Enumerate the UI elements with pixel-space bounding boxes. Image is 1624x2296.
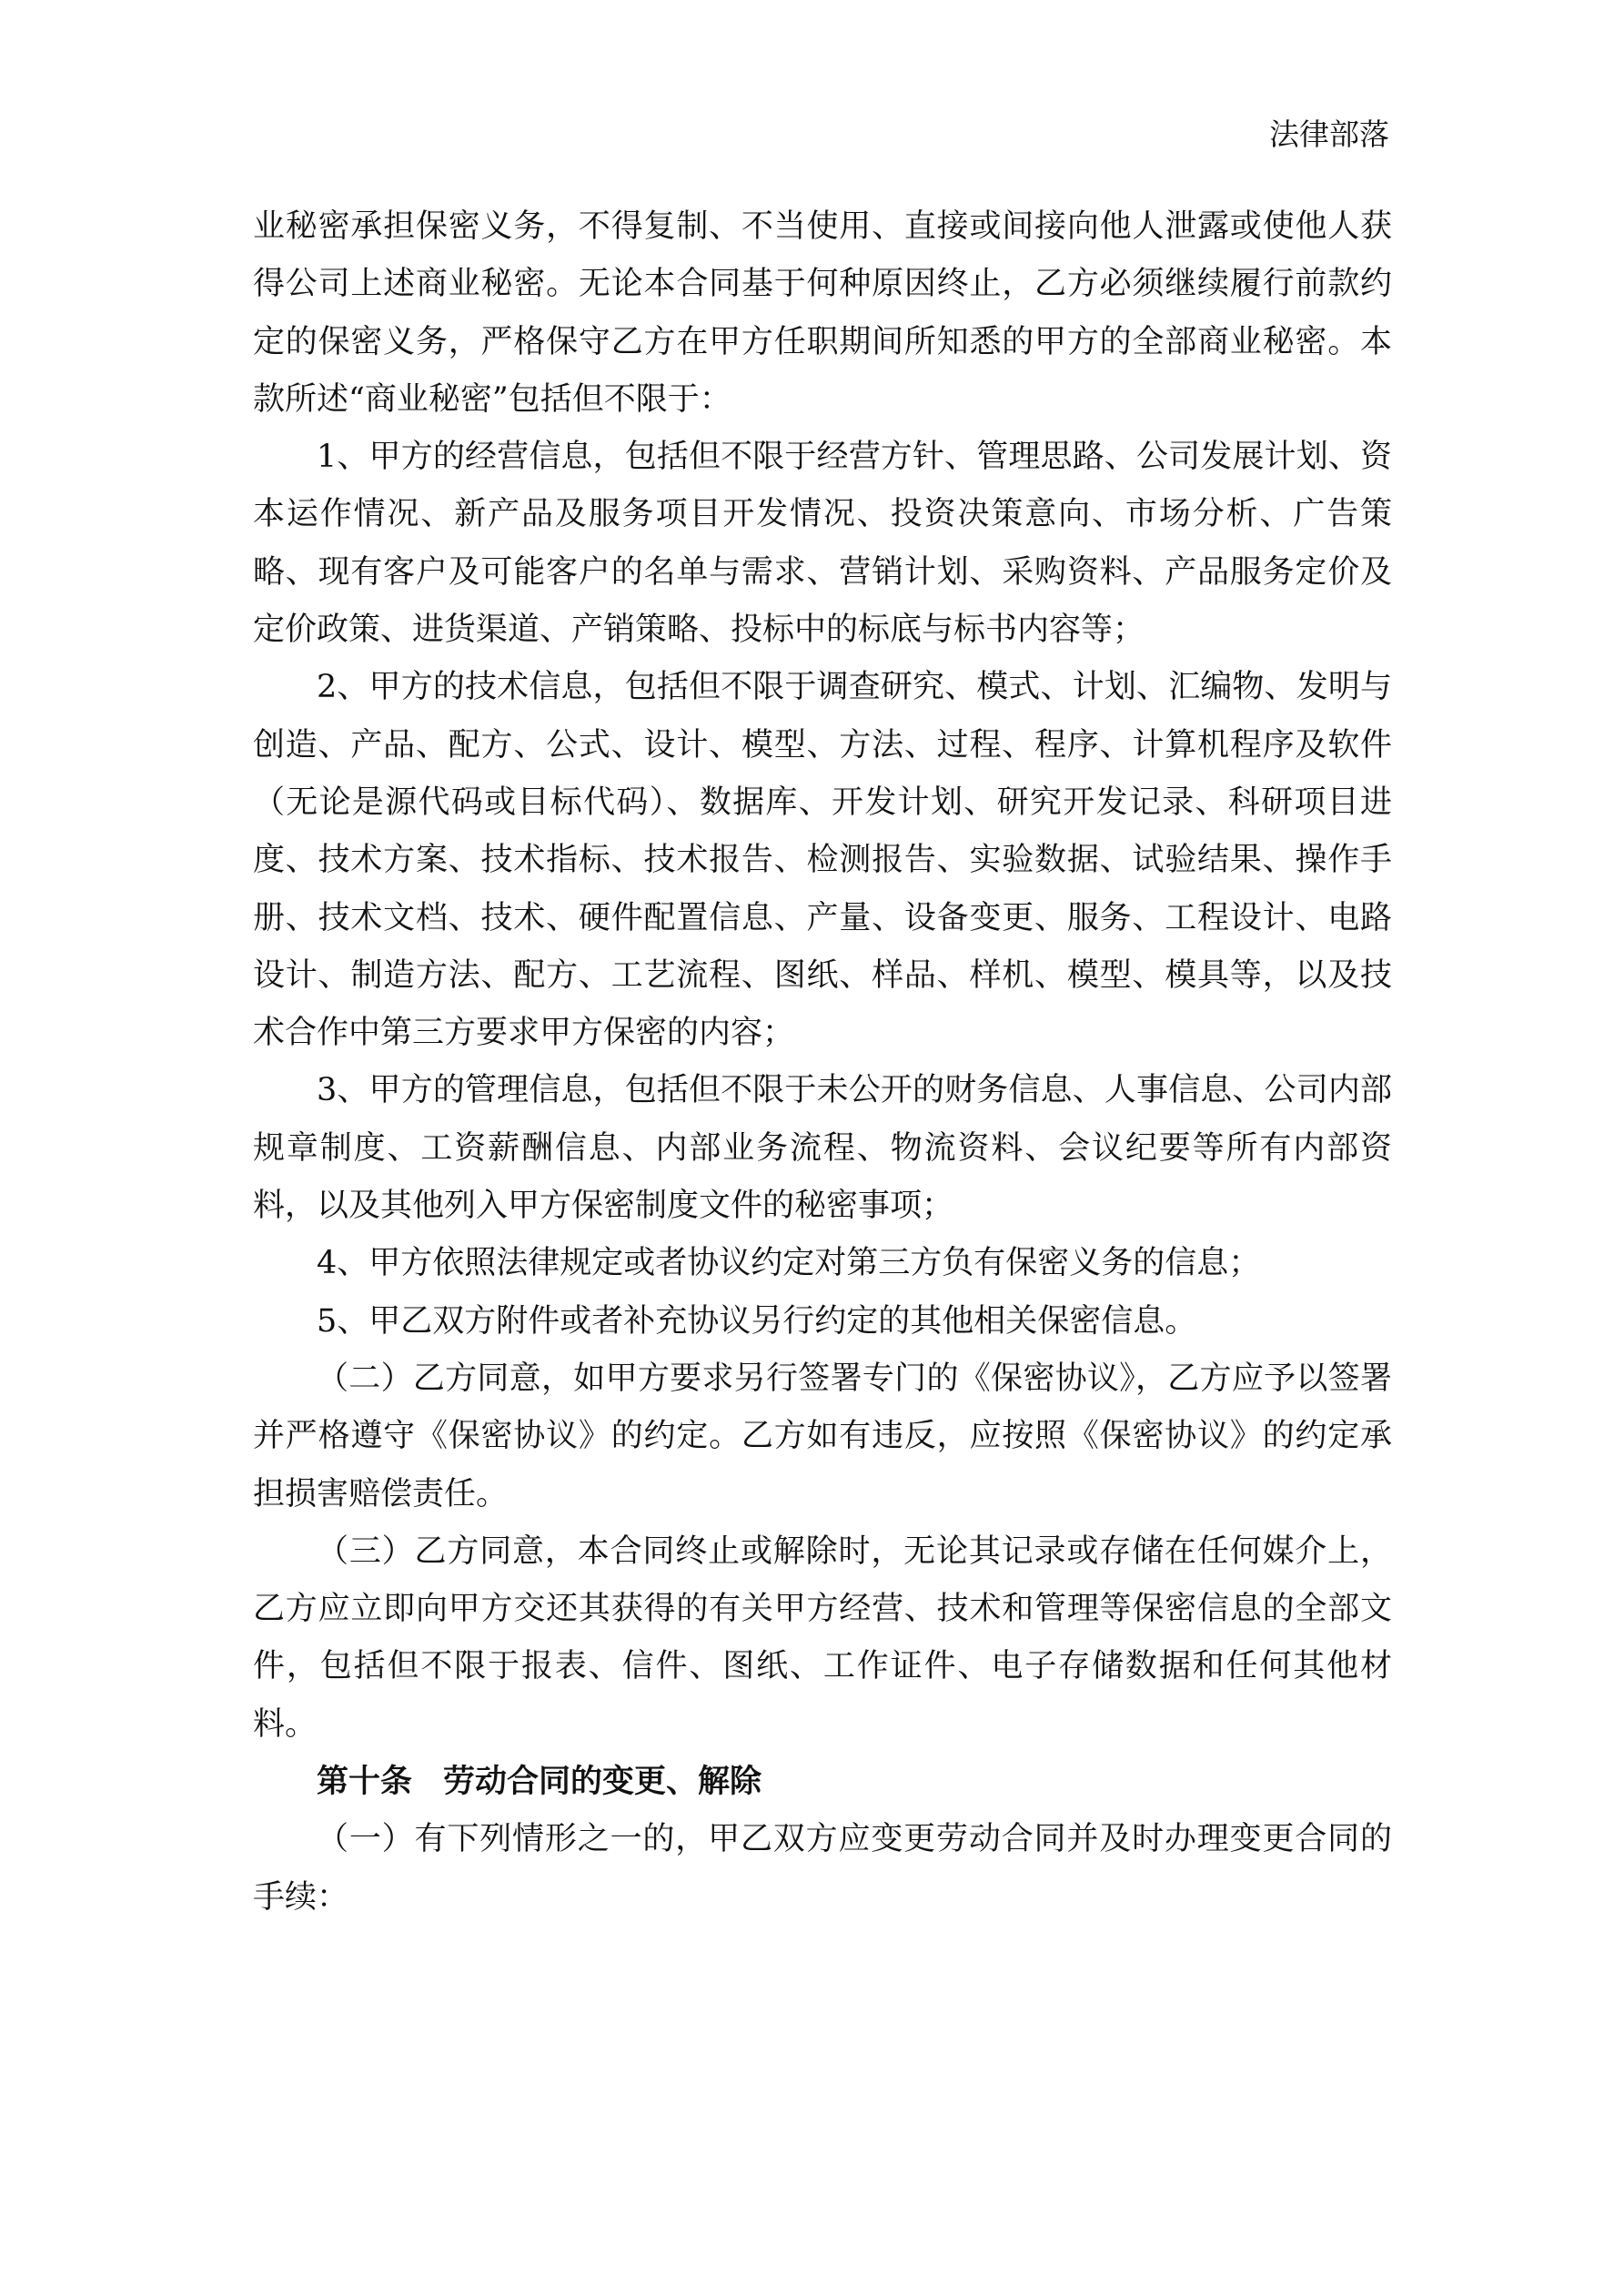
- paragraph-trade-secret-intro: 业秘密承担保密义务，不得复制、不当使用、直接或间接向他人泄露或使他人获得公司上述商业秘密。无论本合同基于何种原因终止，乙方必须继续履行前款约定的保密义务，严格保守乙方在甲方任职期间所知悉的甲方的全部商业秘密。本款所述“商业秘密”包括但不限于：: [253, 208, 1392, 418]
- paragraph-clause-3: （三）乙方同意，本合同终止或解除时，无论其记录或存储在任何媒介上，乙方应立即向甲方交还其获得的有关甲方经营、技术和管理等保密信息的全部文件，包括但不限于报表、信件、图纸、工作证件、电子存储数据和任何其他材料。: [253, 1532, 1392, 1743]
- paragraph-item-2: 2、甲方的技术信息，包括但不限于调查研究、模式、计划、汇编物、发明与创造、产品、配方、公式、设计、模型、方法、过程、程序、计算机程序及软件（无论是源代码或目标代码）、数据库、开发计划、研究开发记录、科研项目进度、技术方案、技术指标、技术报告、检测报告、实验数据、试验结果、操作手册、技术文档、技术、硬件配置信息、产量、设备变更、服务、工程设计、电路设计、制造方法、配方、工艺流程、图纸、样品、样机、模型、模具等，以及技术合作中第三方要求甲方保密的内容；: [253, 669, 1392, 1052]
- paragraph-clause-2: （二）乙方同意，如甲方要求另行签署专门的《保密协议》，乙方应予以签署并严格遵守《保密协议》的约定。乙方如有违反，应按照《保密协议》的约定承担损害赔偿责任。: [253, 1360, 1392, 1512]
- document-body: [253, 198, 1392, 1927]
- article-title: 劳动合同的变更、解除: [443, 1764, 762, 1801]
- header-label: 法律部落: [1269, 116, 1389, 152]
- article-heading: [253, 1754, 1392, 1811]
- paragraph-item-3: 3、甲方的管理信息，包括但不限于未公开的财务信息、人事信息、公司内部规章制度、工资薪酬信息、内部业务流程、物流资料、会议纪要等所有内部资料，以及其他列入甲方保密制度文件的秘密事项；: [253, 1072, 1392, 1225]
- article-number: 第十条: [317, 1764, 413, 1801]
- paragraph-item-1: 1、甲方的经营信息，包括但不限于经营方针、管理思路、公司发展计划、资本运作情况、新产品及服务项目开发情况、投资决策意向、市场分析、广告策略、现有客户及可能客户的名单与需求、营销计划、采购资料、产品服务定价及定价政策、进货渠道、产销策略、投标中的标底与标书内容等；: [253, 439, 1392, 649]
- paragraph-item-4: 4、甲方依照法律规定或者协议约定对第三方负有保密义务的信息；: [317, 1245, 1261, 1282]
- paragraph-item-5: 5、甲乙双方附件或者补充协议另行约定的其他相关保密信息。: [317, 1302, 1197, 1340]
- paragraph-closing: （一）有下列情形之一的，甲乙双方应变更劳动合同并及时办理变更合同的手续：: [253, 1821, 1392, 1916]
